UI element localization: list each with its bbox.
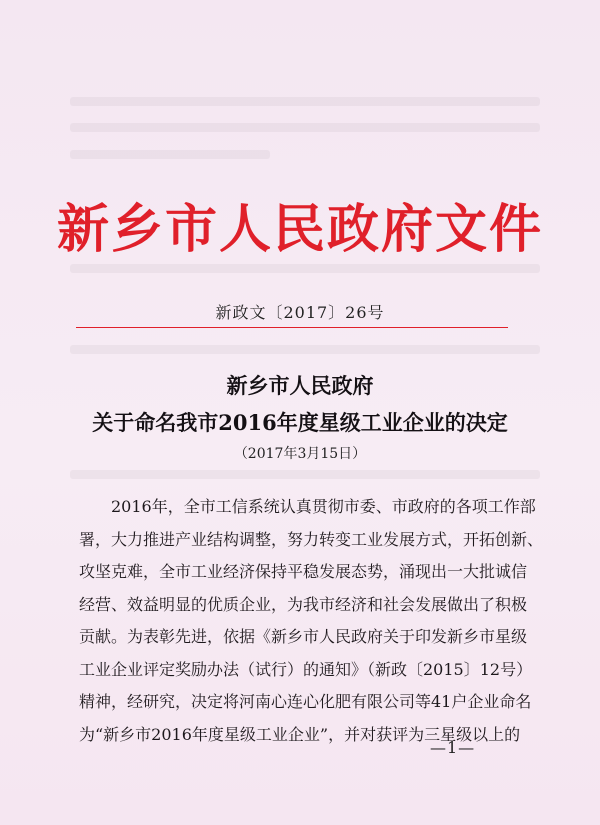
page-number: —1— — [430, 738, 476, 757]
bleed-through — [70, 123, 540, 132]
bleed-through — [70, 345, 540, 354]
decision-title-subject: 关于命名我市2016年度星级工业企业的决定 — [92, 410, 508, 435]
decision-title-issuer: 新乡市人民政府 — [226, 373, 374, 398]
bleed-through — [70, 470, 540, 479]
body-line: 署，大力推进产业结构调整，努力转变工业发展方式，开拓创新、 — [79, 529, 544, 549]
document-number: 新政文〔2017〕26号 — [215, 303, 385, 322]
body-paragraph — [79, 491, 544, 751]
body-line: 精神，经研究，决定将河南心连心化肥有限公司等41户企业命名 — [79, 692, 532, 711]
body-line: 工业企业评定奖励办法（试行）的通知》（新政〔2015〕12号） — [79, 659, 533, 679]
bleed-through — [70, 264, 540, 273]
body-line: 2016年，全市工信系统认真贯彻市委、市政府的各项工作部 — [111, 497, 536, 516]
document-header-title: 新乡市人民政府文件 — [56, 200, 543, 260]
decision-date: （2017年3月15日） — [233, 446, 367, 462]
red-divider-line — [76, 327, 508, 328]
body-line: 攻坚克难，全市工业经济保持平稳发展态势，涌现出一大批诚信 — [79, 562, 528, 581]
body-line: 经营、效益明显的优质企业，为我市经济和社会发展做出了积极 — [79, 594, 528, 614]
body-line: 贡献。为表彰先进，依据《新乡市人民政府关于印发新乡市星级 — [79, 627, 528, 646]
bleed-through — [70, 97, 540, 106]
bleed-through — [70, 150, 270, 159]
body-line: 为“新乡市2016年度星级工业企业”，并对获评为三星级以上的 — [79, 724, 521, 744]
